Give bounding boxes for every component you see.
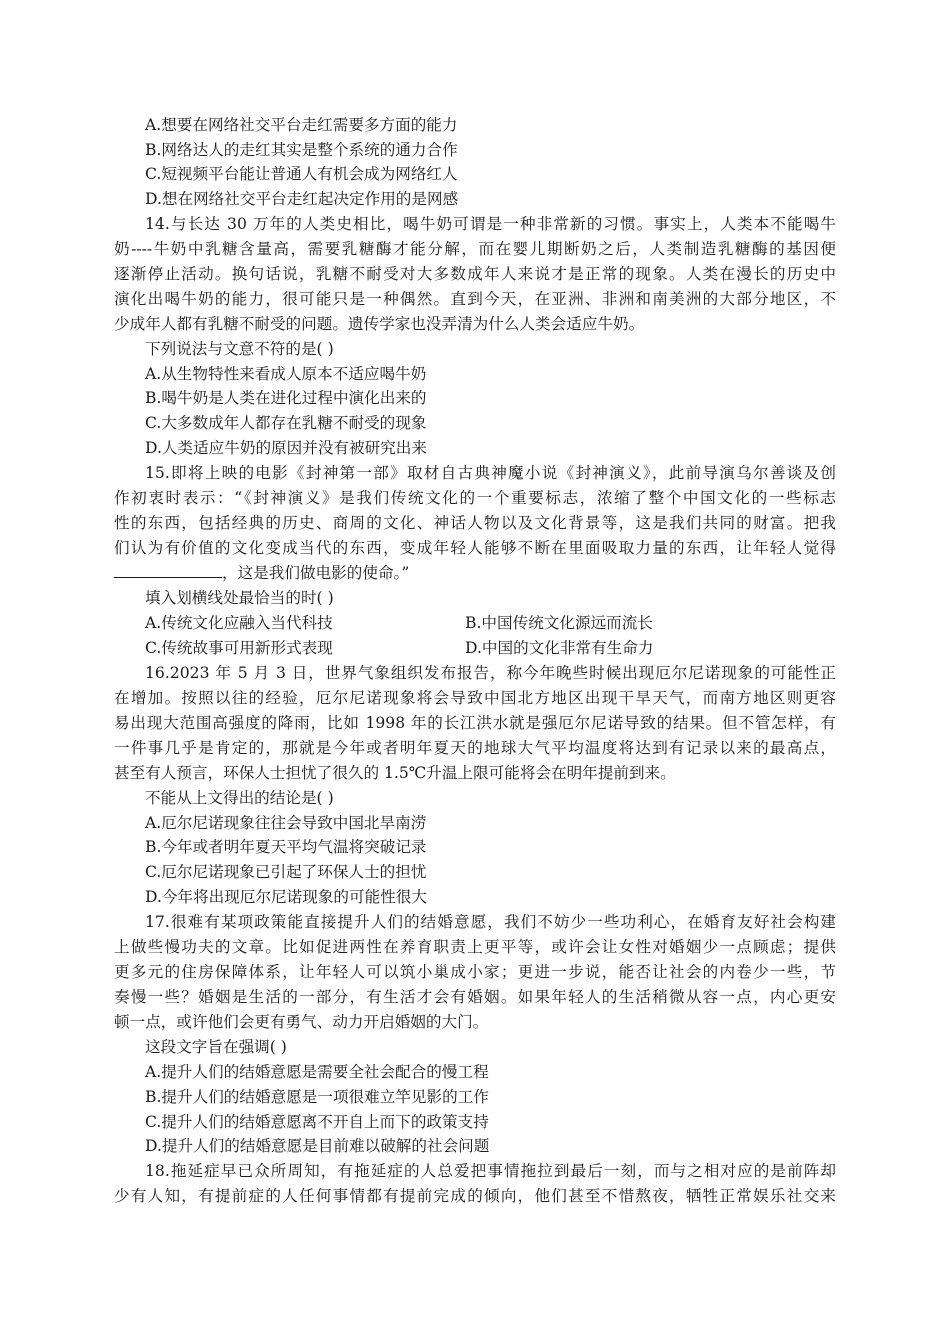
q14-passage-line: 14.与长达 30 万年的人类史相比，喝牛奶可谓是一种非常新的习惯。事实上，人类本不能喝牛 bbox=[145, 215, 836, 233]
q16-option-b: B.今年或者明年夏天平均气温将突破记录 bbox=[145, 838, 427, 856]
q17-prompt: 这段文字旨在强调( ) bbox=[145, 1038, 287, 1056]
q17-passage-line: 奏慢一些？婚姻是生活的一部分，有生活才会有婚姻。如果年轻人的生活稍微从容一点，内心更安 bbox=[114, 988, 836, 1006]
q14-option-a: A.从生物特性来看成人原本不适应喝牛奶 bbox=[145, 365, 427, 383]
q15-passage-line: 作初衷时表示：“《封神演义》是我们传统文化的一个重要标志，浓缩了整个中国文化的一些标志 bbox=[114, 489, 836, 507]
q15-passage-tail: ，这是我们做电影的使命。” bbox=[222, 564, 410, 582]
q16-option-a: A.厄尔尼诺现象往往会导致中国北旱南涝 bbox=[145, 814, 427, 832]
q15-passage-last-line bbox=[114, 561, 409, 585]
q16-option-d: D.今年将出现厄尔尼诺现象的可能性很大 bbox=[145, 888, 427, 906]
q18-passage-line: 18.拖延症早已众所周知，有拖延症的人总爱把事情拖拉到最后一刻，而与之相对应的是前阵却 bbox=[145, 1162, 836, 1180]
q14-option-c: C.大多数成年人都存在乳糖不耐受的现象 bbox=[145, 414, 427, 432]
q16-passage-line: 甚至有人预言，环保人士担忧了很久的 1.5℃升温上限可能将会在明年提前到来。 bbox=[114, 764, 676, 782]
q15-passage-line: 们认为有价值的文化变成当代的东西，变成年轻人能够不断在里面吸取力量的东西，让年轻人觉得 bbox=[114, 539, 836, 557]
q14-option-b: B.喝牛奶是人类在进化过程中演化出来的 bbox=[145, 389, 427, 407]
answer-blank bbox=[114, 563, 222, 578]
q14-passage-line: 演化出喝牛奶的能力，很可能只是一种偶然。直到今天，在亚洲、非洲和南美洲的大部分地区，不 bbox=[114, 290, 836, 308]
q13-option-b: B.网络达人的走红其实是整个系统的通力合作 bbox=[145, 141, 458, 159]
q13-option-a: A.想要在网络社交平台走红需要多方面的能力 bbox=[145, 116, 458, 134]
q18-passage-line: 少有人知，有提前症的人任何事情都有提前完成的倾向，他们甚至不惜熬夜，牺牲正常娱乐社交来 bbox=[114, 1187, 836, 1205]
q14-passage-line: 少成年人都有乳糖不耐受的问题。遗传学家也没弄清为什么人类会适应牛奶。 bbox=[114, 315, 645, 333]
q17-option-d: D.提升人们的结婚意愿是目前难以破解的社会问题 bbox=[145, 1137, 490, 1155]
q17-passage-line: 上做些慢功夫的文章。比如促进两性在养育职责上更平等，或许会让女性对婚姻少一点顾虑；提供 bbox=[114, 938, 836, 956]
q16-option-c: C.厄尔尼诺现象已引起了环保人士的担忧 bbox=[145, 863, 427, 881]
q14-passage-line: 逐渐停止活动。换句话说，乳糖不耐受对大多数成年人来说才是正常的现象。人类在漫长的历史中 bbox=[114, 265, 836, 283]
q17-passage-line: 顿一点，或许他们会更有勇气、动力开启婚姻的大门。 bbox=[114, 1013, 489, 1031]
q13-option-d: D.想在网络社交平台走红起决定作用的是网感 bbox=[145, 190, 459, 208]
q17-option-b: B.提升人们的结婚意愿是一项很难立竿见影的工作 bbox=[145, 1088, 489, 1106]
q16-prompt: 不能从上文得出的结论是( ) bbox=[145, 789, 334, 807]
q15-passage-line: 性的东西，包括经典的历史、商周的文化、神话人物以及文化背景等，这是我们共同的财富。把我 bbox=[114, 514, 836, 532]
q16-passage-line: 一件事几乎是肯定的，那就是今年或者明年夏天的地球大气平均温度将达到有记录以来的最高点， bbox=[114, 739, 836, 757]
q17-passage-line: 更多元的住房保障体系，让年轻人可以筑小巢成小家；更进一步说，能否让社会的内卷少一些，节 bbox=[114, 963, 836, 981]
q14-prompt: 下列说法与文意不符的是( ) bbox=[145, 340, 334, 358]
q14-passage-line: 奶----牛奶中乳糖含量高，需要乳糖酶才能分解，而在婴儿期断奶之后，人类制造乳糖酶的基因便 bbox=[114, 240, 836, 258]
q14-option-d: D.人类适应牛奶的原因并没有被研究出来 bbox=[145, 439, 427, 457]
q15-option-c: C.传统故事可用新形式表现 bbox=[145, 639, 333, 657]
q15-option-a: A.传统文化应融入当代科技 bbox=[145, 614, 333, 632]
q16-passage-line: 易出现大范围高强度的降雨，比如 1998 年的长江洪水就是强厄尔尼诺导致的结果。但不管怎样，有 bbox=[114, 714, 836, 732]
q17-option-a: A.提升人们的结婚意愿是需要全社会配合的慢工程 bbox=[145, 1063, 489, 1081]
q13-option-c: C.短视频平台能让普通人有机会成为网络红人 bbox=[145, 165, 458, 183]
q17-passage-line: 17.很难有某项政策能直接提升人们的结婚意愿，我们不妨少一些功利心，在婚育友好社会构建 bbox=[145, 913, 836, 931]
q16-passage-line: 16.2023 年 5 月 3 日，世界气象组织发布报告，称今年晚些时候出现厄尔尼诺现象的可能性正 bbox=[145, 664, 836, 682]
q15-option-b: B.中国传统文化源远而流长 bbox=[465, 614, 653, 632]
q15-passage-line: 15.即将上映的电影《封神第一部》取材自古典神魔小说《封神演义》，此前导演乌尔善谈及创 bbox=[145, 464, 836, 482]
q16-passage-line: 在增加。按照以往的经验，厄尔尼诺现象将会导致中国北方地区出现干旱天气，而南方地区则更容 bbox=[114, 689, 836, 707]
q15-prompt: 填入划横线处最恰当的时( ) bbox=[145, 589, 334, 607]
q15-option-d: D.中国的文化非常有生命力 bbox=[465, 639, 654, 657]
q17-option-c: C.提升人们的结婚意愿离不开自上而下的政策支持 bbox=[145, 1113, 489, 1131]
